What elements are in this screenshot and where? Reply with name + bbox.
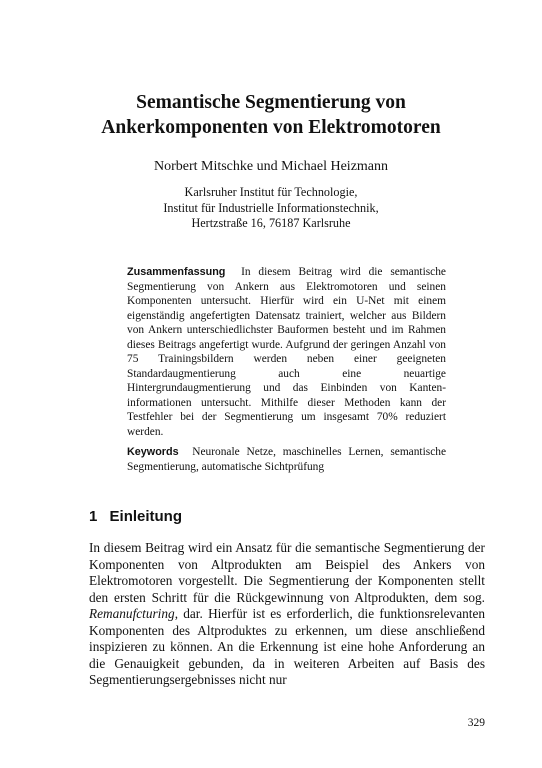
affiliation-line-3: Hertzstraße 16, 76187 Karlsruhe	[191, 216, 351, 230]
body-text-part-2: , dar. Hierfür ist es erforderlich, die funktionsrelevanten Komponenten des Altproduktes zu erkennen, um diese anschließend inspizieren zu können. An die Erkennung ist eine hohe Anforderung an die Genauigkeit gebunden, da in weiteren Arbeiten auf Basis des Segmentierungsergebnisses nicht nur	[89, 606, 485, 687]
body-italic-term: Remanufcturing	[89, 606, 175, 621]
keywords-text: Neuronale Netze, maschinelles Lernen, semantische Segmentierung, automatische Sichtprüfung	[127, 446, 446, 473]
affiliation-line-1: Karlsruher Institut für Technologie,	[184, 185, 358, 199]
keywords	[127, 445, 446, 474]
abstract-text: In diesem Beitrag wird die semantische Segmentierung von Ankern aus Elektromotoren und seinen Komponenten untersucht. Hierfür wird ein U-Net mit einem eigenständig angefertigten Datensatz trainiert, welcher aus Bildern von Ankern unterschiedlichster Bauformen besteht und im Rahmen dieses Beitrags angefertigt wurde. Aufgrund der geringen Anzahl von 75 Trainingsbildern werden neben einer geeigneten Standardaugmentierung auch eine neuartige Hintergrundaugmentierung und das Einbinden von Kanteninformationen untersucht. Mithilfe dieser Methoden kann der Testfehler bei der Segmentierung um insgesamt 70% reduziert werden.	[127, 266, 446, 438]
page-number: 329	[467, 717, 485, 729]
affiliation-line-2: Institut für Industrielle Informationstechnik,	[163, 200, 379, 215]
title-line-2: Ankerkomponenten von Elektromotoren	[101, 117, 441, 138]
body-text-part-1: In diesem Beitrag wird ein Ansatz für die semantische Segmentierung der Komponenten von Altprodukten am Beispiel des Ankers von Elektromotoren vorgestellt. Die Segmentierung der Komponenten stellt den ersten Schritt für die Rückgewinnung von Altprodukten, dem sog.	[89, 540, 485, 605]
paper-title	[60, 90, 482, 140]
abstract-label: Zusammenfassung	[127, 266, 226, 278]
section-heading	[89, 507, 182, 527]
section-title: Einleitung	[109, 508, 183, 525]
keywords-label: Keywords	[127, 446, 179, 458]
section-number: 1	[89, 508, 98, 525]
body-paragraph	[89, 540, 485, 689]
affiliation	[60, 185, 482, 232]
abstract	[127, 265, 446, 439]
authors: Norbert Mitschke und Michael Heizmann	[153, 159, 389, 174]
title-line-1: Semantische Segmentierung von	[136, 92, 406, 113]
